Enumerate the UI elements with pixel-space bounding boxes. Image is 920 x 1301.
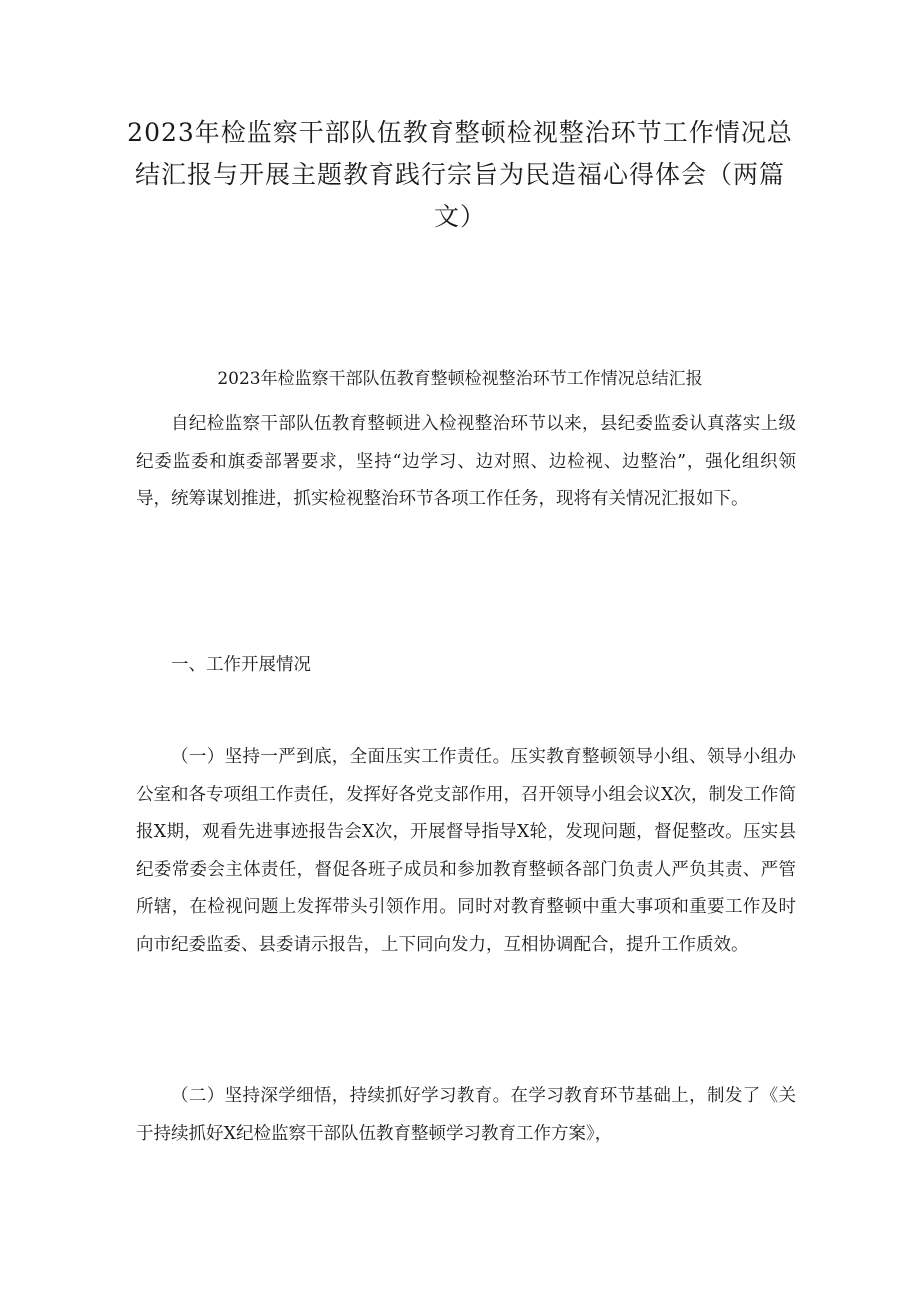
body-paragraph-1: （一）坚持一严到底，全面压实工作责任。压实教育整顿领导小组、领导小组办公室和各专项组工作责任，发挥好各党支部作用，召开领导小组会议X次，制发工作简报X期，观看先进事迹报告会X次，开展督导指导X轮，发现问题，督促整改。压实县纪委常委会主体责任，督促各班子成员和参加教育整顿各部门负责人严负其责、严管所辖，在检视问题上发挥带头引领作用。同时对教育整顿中重大事项和重要工作及时向市纪委监委、县委请示报告，上下同向发力，互相协调配合，提升工作质效。 <box>136 747 796 955</box>
section-heading: 一、工作开展情况 <box>171 655 311 675</box>
report-subtitle: 2023年检监察干部队伍教育整顿检视整治环节工作情况总结汇报 <box>217 369 703 389</box>
intro-paragraph: 自纪检监察干部队伍教育整顿进入检视整治环节以来，县纪委监委认真落实上级纪委监委和旗委部署要求，坚持“边学习、边对照、边检视、边整治”，强化组织领导，统筹谋划推进，抓实检视整治环节各项工作任务，现将有关情况汇报如下。 <box>136 414 796 509</box>
document-title: 2023年检监察干部队伍教育整顿检视整治环节工作情况总结汇报与开展主题教育践行宗旨为民造福心得体会（两篇文） <box>127 118 793 231</box>
body-paragraph-2: （二）坚持深学细悟，持续抓好学习教育。在学习教育环节基础上，制发了《关于持续抓好X纪检监察干部队伍教育整顿学习教育工作方案》， <box>136 1086 796 1144</box>
